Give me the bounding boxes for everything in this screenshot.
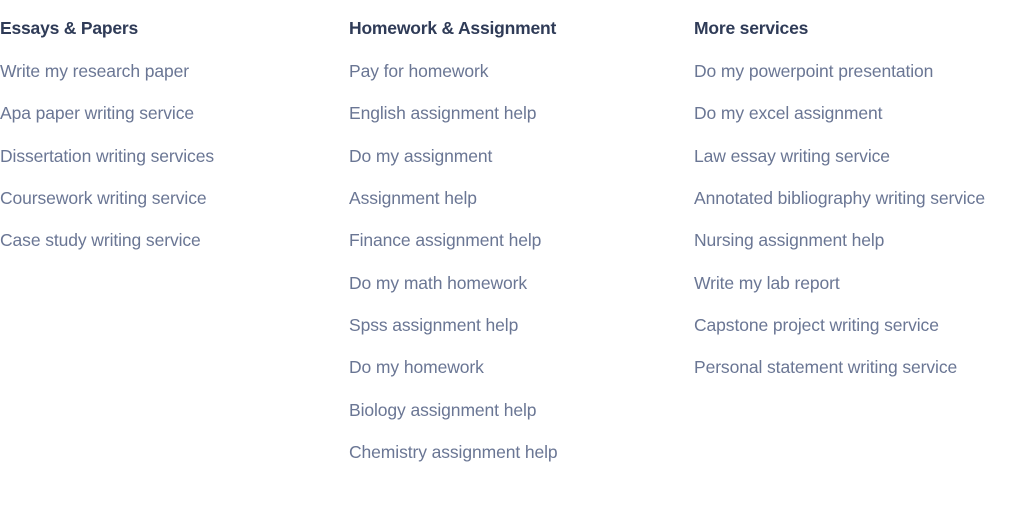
list-item <box>349 61 694 82</box>
list-item <box>0 230 349 251</box>
list-item <box>349 273 694 294</box>
link-personal-statement-writing-service[interactable]: Personal statement writing service <box>694 357 958 378</box>
link-do-my-excel-assignment[interactable]: Do my excel assignment <box>694 103 883 124</box>
list-item <box>349 442 694 463</box>
link-do-my-math-homework[interactable]: Do my math homework <box>349 272 528 293</box>
list-item <box>694 103 1024 124</box>
list-item <box>349 357 694 378</box>
link-column-essays-papers <box>0 18 349 273</box>
list-item <box>349 103 694 124</box>
link-law-essay-writing-service[interactable]: Law essay writing service <box>694 145 890 166</box>
column-title-homework-assignment: Homework & Assignment <box>349 18 557 38</box>
link-dissertation-writing-services[interactable]: Dissertation writing services <box>0 145 214 166</box>
link-apa-paper-writing-service[interactable]: Apa paper writing service <box>0 103 194 124</box>
list-item <box>0 188 349 209</box>
link-nursing-assignment-help[interactable]: Nursing assignment help <box>694 230 885 251</box>
links-list-homework-assignment <box>349 61 694 463</box>
link-english-assignment-help[interactable]: English assignment help <box>349 103 537 124</box>
list-item <box>0 61 349 82</box>
list-item <box>349 315 694 336</box>
link-do-my-homework[interactable]: Do my homework <box>349 357 484 378</box>
list-item <box>349 188 694 209</box>
link-pay-for-homework[interactable]: Pay for homework <box>349 61 489 81</box>
link-write-my-lab-report[interactable]: Write my lab report <box>694 272 840 293</box>
list-item <box>694 315 1024 336</box>
link-assignment-help[interactable]: Assignment help <box>349 188 477 209</box>
list-item <box>349 146 694 167</box>
column-title-essays-papers: Essays & Papers <box>0 18 139 38</box>
list-item <box>0 103 349 124</box>
link-finance-assignment-help[interactable]: Finance assignment help <box>349 230 542 251</box>
link-capstone-project-writing-service[interactable]: Capstone project writing service <box>694 315 939 336</box>
link-do-my-powerpoint-presentation[interactable]: Do my powerpoint presentation <box>694 61 934 81</box>
list-item <box>694 357 1024 378</box>
list-item <box>349 400 694 421</box>
link-do-my-assignment[interactable]: Do my assignment <box>349 145 493 166</box>
link-biology-assignment-help[interactable]: Biology assignment help <box>349 399 537 420</box>
list-item <box>349 230 694 251</box>
list-item <box>694 188 1024 209</box>
list-item <box>694 273 1024 294</box>
list-item <box>694 146 1024 167</box>
link-case-study-writing-service[interactable]: Case study writing service <box>0 230 201 251</box>
link-column-more-services <box>694 18 1024 400</box>
column-title-more-services: More services <box>694 18 809 38</box>
list-item <box>0 146 349 167</box>
links-list-essays-papers <box>0 61 349 252</box>
link-spss-assignment-help[interactable]: Spss assignment help <box>349 315 519 336</box>
list-item <box>694 230 1024 251</box>
list-item <box>694 61 1024 82</box>
link-write-my-research-paper[interactable]: Write my research paper <box>0 61 189 81</box>
link-column-homework-assignment <box>349 18 694 484</box>
link-coursework-writing-service[interactable]: Coursework writing service <box>0 188 207 209</box>
links-list-more-services <box>694 61 1024 379</box>
link-chemistry-assignment-help[interactable]: Chemistry assignment help <box>349 442 558 463</box>
link-annotated-bibliography-writing-service[interactable]: Annotated bibliography writing service <box>694 188 985 209</box>
